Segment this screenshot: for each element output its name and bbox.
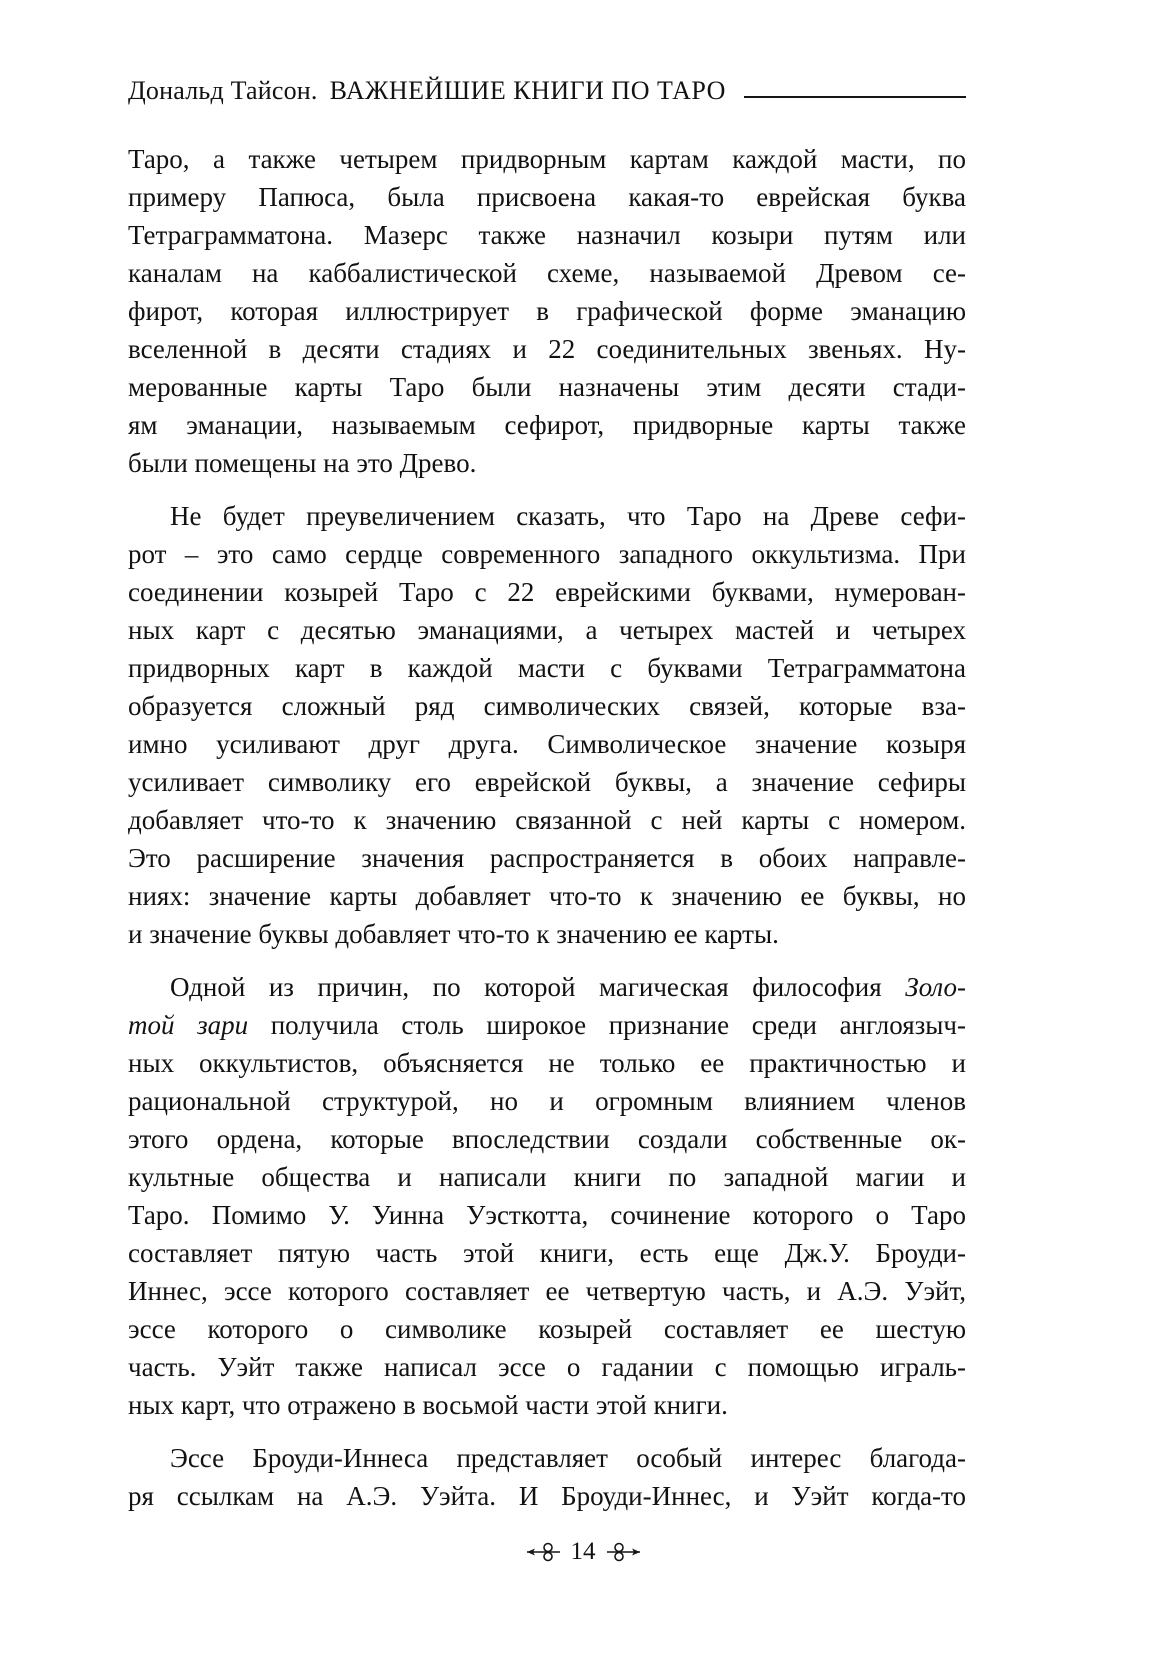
paragraph-1 (128, 140, 966, 482)
text-line: Таро. Помимо У. Уинна Уэсткотта, сочинение которого о Таро (128, 1200, 966, 1230)
text-line: фирот, которая иллюстрирует в графической форме эманацию (128, 296, 966, 326)
text-line: были помещены на это Древо. (128, 448, 477, 478)
text-line: рот – это само сердце современного западного оккультизма. При (128, 539, 966, 569)
text-segment: получила столь широкое признание среди англоязыч- (248, 1010, 966, 1040)
text-line: Не будет преувеличением сказать, что Таро на Древе сефи- (170, 501, 966, 531)
text-line: мерованные карты Таро были назначены этим десяти стади- (128, 372, 966, 402)
text-line: ных карт, что отражено в восьмой части этой книги. (128, 1390, 728, 1420)
page-number: 14 (570, 1538, 596, 1565)
text-line: Таро, а также четырем придворным картам каждой масти, по (128, 144, 966, 174)
text-line: образуется сложный ряд символических связей, которые вза- (128, 691, 966, 721)
text-line: добавляет что-то к значению связанной с ней карты с номером. (128, 805, 966, 835)
text-line: рациональной структурой, но и огромным влиянием членов (128, 1086, 966, 1116)
text-line: ям эманации, называемым сефирот, придворные карты также (128, 410, 966, 440)
text-segment-italic: той зари (128, 1010, 249, 1040)
header-rule (744, 96, 966, 98)
text-line: Эссе Броуди-Иннеса представляет особый интерес благода- (170, 1443, 966, 1473)
text-segment: Одной из причин, по которой магическая философия (170, 972, 906, 1002)
fleuron-left-icon (526, 1542, 562, 1562)
fleuron-right-icon (605, 1542, 641, 1562)
text-line: придворных карт в каждой масти с буквами Тетраграмматона (128, 653, 966, 683)
text-line: ных карт с десятью эманациями, а четырех мастей и четырех (128, 615, 966, 645)
paragraph-3 (128, 968, 966, 1424)
header-book-title: ВАЖНЕЙШИЕ КНИГИ ПО ТАРО (329, 76, 726, 105)
text-line: ря ссылкам на А.Э. Уэйта. И Броуди-Иннес, и Уэйт когда-то (128, 1481, 966, 1511)
text-line (128, 1006, 966, 1044)
header-author: Дональд Тайсон. (128, 76, 318, 105)
text-line: Иннес, эссе которого составляет ее четвертую часть, и А.Э. Уэйт, (128, 1276, 966, 1306)
running-header (128, 76, 966, 106)
paragraph-2 (128, 497, 966, 953)
text-line: каналам на каббалистической схеме, называемой Древом се- (128, 258, 966, 288)
text-line: вселенной в десяти стадиях и 22 соединительных звеньях. Ну- (128, 334, 966, 364)
text-line (128, 968, 966, 1006)
text-line: и значение буквы добавляет что-то к значению ее карты. (128, 919, 779, 949)
text-line: часть. Уэйт также написал эссе о гадании с помощью играль- (128, 1352, 966, 1382)
text-line: культные общества и написали книги по западной магии и (128, 1162, 966, 1192)
text-line: примеру Папюса, была присвоена какая-то еврейская буква (128, 182, 966, 212)
paragraph-4 (128, 1439, 966, 1515)
text-line: ных оккультистов, объясняется не только ее практичностью и (128, 1048, 966, 1078)
page-footer (0, 1534, 1166, 1570)
text-line: этого ордена, которые впоследствии создали собственные ок- (128, 1124, 966, 1154)
text-line: имно усиливают друг друга. Символическое значение козыря (128, 729, 966, 759)
text-line: эссе которого о символике козырей составляет ее шестую (128, 1314, 966, 1344)
page-body (128, 140, 966, 1515)
text-line: Тетраграмматона. Мазерс также назначил козыри путям или (128, 220, 966, 250)
text-line: Это расширение значения распространяется в обоих направле- (128, 843, 966, 873)
text-line: усиливает символику его еврейской буквы, а значение сефиры (128, 767, 966, 797)
text-line: составляет пятую часть этой книги, есть еще Дж.У. Броуди- (128, 1238, 966, 1268)
text-segment-italic: Золо- (905, 972, 966, 1002)
text-line: соединении козырей Таро с 22 еврейскими буквами, нумерован- (128, 577, 966, 607)
text-line: ниях: значение карты добавляет что-то к значению ее буквы, но (128, 881, 966, 911)
